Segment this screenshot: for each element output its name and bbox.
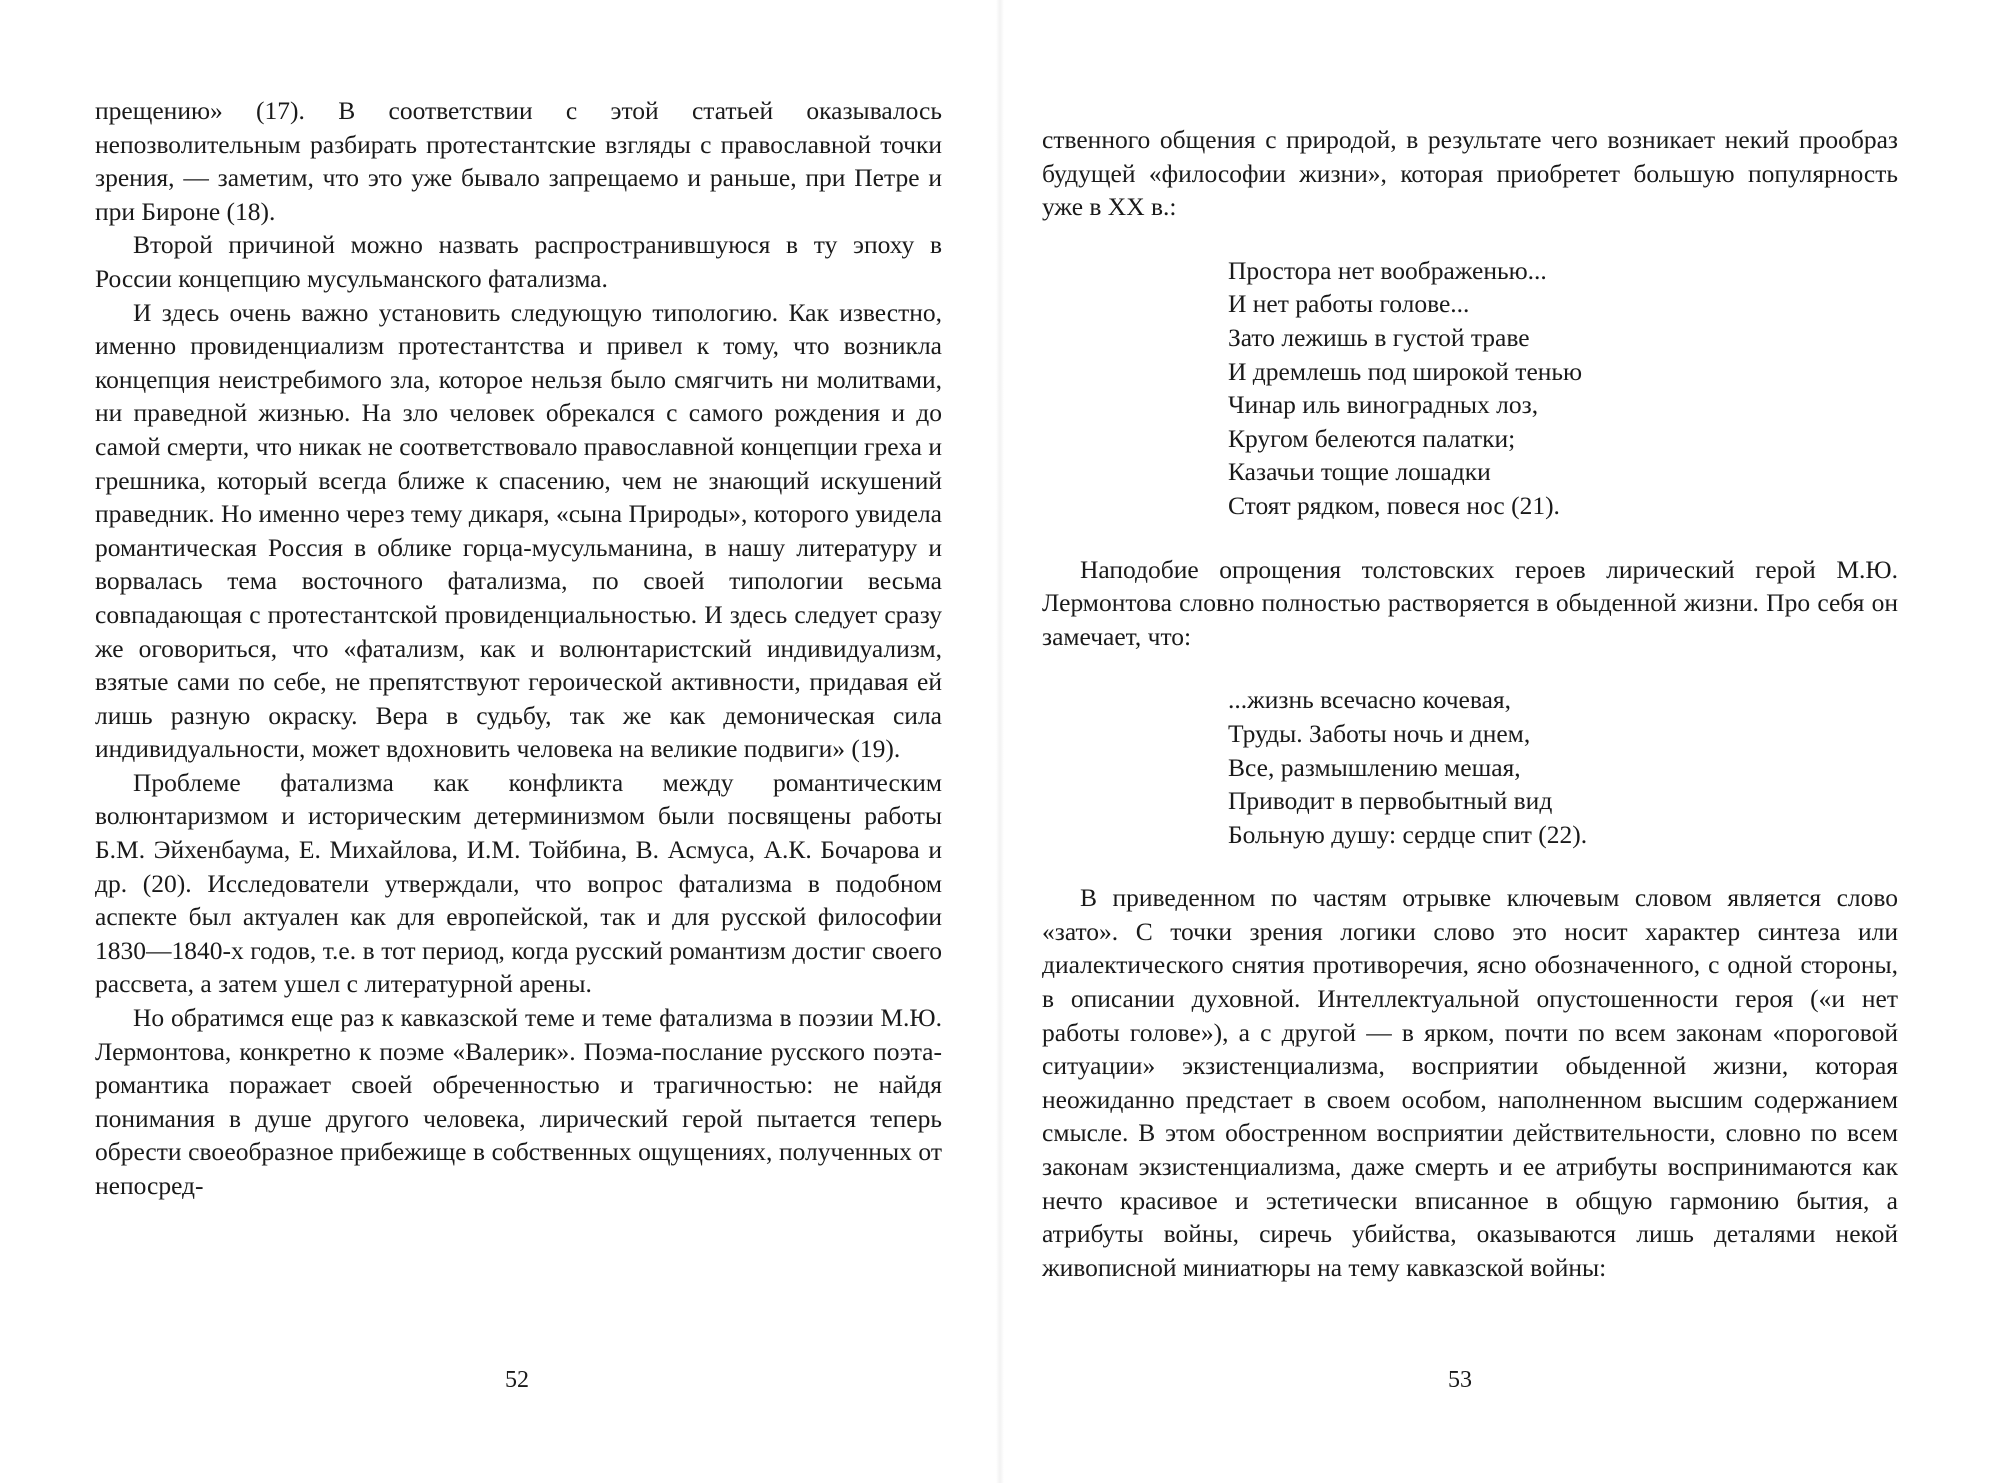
poem-line: ...жизнь всечасно кочевая,	[1228, 685, 1512, 715]
right-page-text	[1042, 123, 1898, 1284]
poem-quote-1	[1042, 254, 1898, 523]
paragraph: Наподобие опрощения толстовских героев лирический герой М.Ю. Лермонтова словно полностью растворяется в обыденной жизни. Про себя он замечает, что:	[1042, 554, 1898, 651]
paragraph: В приведенном по частям отрывке ключевым словом является слово «зато». С точки зрения логики слово это носит характер синтеза или диалектического снятия противоречия, ясно обозначенного, с одной стороны, в описании духовной. Интеллектуальной опустошенности героя («и нет работы голове»), а с другой — в ярком, почти по всем законам «пороговой ситуации» экзистенциализма, восприятии обыденной жизни, которая неожиданно предстает в своем особом, наполненном высшим содержанием смысле. В этом обостренном восприятии действительности, словно по всем законам экзистенциализма, даже смерть и ее атрибуты воспринимаются как нечто красивое и эстетически вписанное в общую гармонию бытия, а атрибуты войны, сиречь убийства, оказываются лишь деталями некой живописной миниатюры на тему кавказской войны:	[1042, 883, 1898, 1282]
left-page-text	[95, 94, 942, 1203]
poem-line: Зато лежишь в густой траве	[1228, 322, 1530, 352]
poem-line: Труды. Заботы ночь и днем,	[1228, 718, 1531, 748]
poem-line: Простора нет воображенью...	[1228, 255, 1547, 285]
poem-line: Все, размышлению мешая,	[1228, 752, 1521, 782]
poem-line: И дремлешь под широкой тенью	[1228, 356, 1583, 386]
paragraph: ственного общения с природой, в результате чего возникает некий прообраз будущей «философии жизни», которая приобретет большую популярность уже в XX в.:	[1042, 125, 1898, 222]
poem-line: Кругом белеются палатки;	[1228, 423, 1516, 453]
poem-line: Стоят рядком, повеся нос (21).	[1228, 490, 1560, 520]
poem-line: Приводит в первобытный вид	[1228, 786, 1553, 816]
paragraph: прещению» (17). В соответствии с этой статьей оказывалось непозволительным разбирать протестантские взгляды с православной точки зрения, — заметим, что это уже бывало запрещаемо и раньше, при Петре и при Бироне (18).	[95, 96, 942, 226]
paragraph: Проблеме фатализма как конфликта между романтическим волюнтаризмом и историческим детерминизмом были посвящены работы Б.М. Эйхенбаума, Е. Михайлова, И.М. Тойбина, В. Асмуса, А.К. Бочарова и др. (20). Исследователи утверждали, что вопрос фатализма в подобном аспекте был актуален как для европейской, так и для русской философии 1830—1840-х годов, т.е. в тот период, когда русский романтизм достиг своего рассвета, а затем ушел с литературной арены.	[95, 767, 942, 999]
page-number: 52	[505, 1367, 529, 1393]
poem-line: Чинар иль виноградных лоз,	[1228, 390, 1539, 420]
page-number: 53	[1448, 1367, 1472, 1393]
right-page	[1000, 0, 2000, 1483]
poem-line: Казачьи тощие лошадки	[1228, 457, 1491, 487]
paragraph: И здесь очень важно установить следующую типологию. Как известно, именно провиденциализм протестантства и привел к тому, что возникла концепция неистребимого зла, которое нельзя было смягчить ни молитвами, ни праведной жизнью. На зло человек обрекался с самого рождения и до самой смерти, что никак не соответствовало православной концепции греха и грешника, который всегда ближе к спасению, чем не знающий искушений праведник. Но именно через тему дикаря, «сына Природы», которого увидела романтическая Россия в облике горца-мусульманина, в нашу литературу и ворвалась тема восточного фатализма, по своей типологии весьма совпадающая с протестантской провиденциальностью. И здесь следует сразу же оговориться, что «фатализм, как и волюнтаристский индивидуализм, взятые сами по себе, не препятствуют героической активности, придавая ей лишь разную окраску. Вера в судьбу, так же как демоническая сила индивидуальности, может вдохновить человека на великие подвиги» (19).	[95, 297, 942, 764]
poem-line: И нет работы голове...	[1228, 289, 1470, 319]
paragraph: Но обратимся еще раз к кавказской теме и теме фатализма в поэзии М.Ю. Лермонтова, конкретно к поэме «Валерик». Поэма-послание русского поэта-романтика поражает своей обреченностью и трагичностью: не найдя понимания в душе другого человека, лирический герой пытается теперь обрести своеобразное прибежище в собственных ощущениях, полученных от непосред-	[95, 1003, 942, 1200]
poem-line: Больную душу: сердце спит (22).	[1228, 819, 1588, 849]
poem-quote-2	[1042, 683, 1898, 851]
paragraph: Второй причиной можно назвать распространившуюся в ту эпоху в России концепцию мусульманского фатализма.	[95, 230, 942, 293]
